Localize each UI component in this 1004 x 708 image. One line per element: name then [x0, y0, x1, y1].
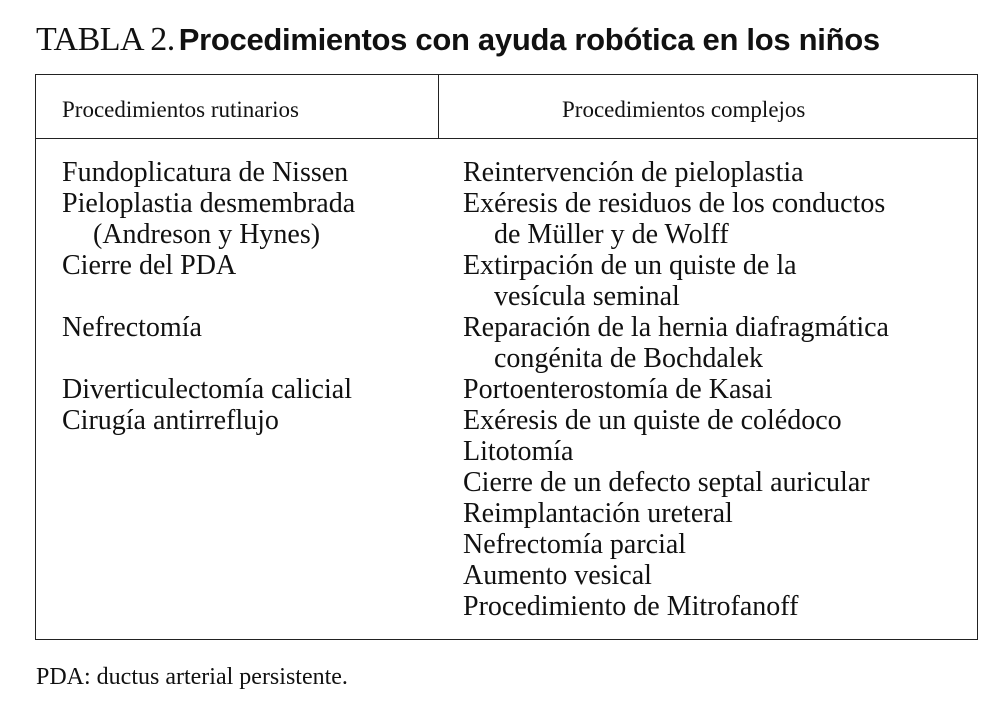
- list-spacer: [62, 281, 355, 312]
- table-number: TABLA 2.: [36, 21, 175, 58]
- list-item: Exéresis de un quiste de colédoco: [463, 405, 842, 436]
- table-caption: Procedimientos con ayuda robótica en los niños: [178, 22, 880, 57]
- list-item-continuation: (Andreson y Hynes): [93, 219, 321, 250]
- table-header-row: [36, 75, 977, 139]
- list-item: Cierre del PDA: [62, 250, 237, 281]
- list-item: Pieloplastia desmembrada: [62, 188, 356, 219]
- list-item: Diverticulectomía calicial: [62, 374, 352, 405]
- header-complex-procedures: Procedimientos complejos: [562, 97, 806, 122]
- table-footnote: PDA: ductus arterial persistente.: [36, 664, 348, 690]
- list-item: Portoenterostomía de Kasai: [463, 374, 773, 405]
- list-item: Procedimiento de Mitrofanoff: [463, 591, 799, 622]
- list-item-continuation: congénita de Bochdalek: [494, 343, 764, 374]
- procedures-table: [35, 74, 978, 640]
- list-item: Exéresis de residuos de los conductos: [463, 188, 886, 219]
- list-item: Reimplantación ureteral: [463, 498, 733, 529]
- list-spacer: [62, 343, 355, 374]
- list-item: Extirpación de un quiste de la: [463, 250, 797, 281]
- list-item: Fundoplicatura de Nissen: [62, 157, 349, 188]
- list-item: Nefrectomía: [62, 312, 202, 343]
- list-item: Cierre de un defecto septal auricular: [463, 467, 870, 498]
- list-item: Nefrectomía parcial: [463, 529, 687, 560]
- header-routine-procedures: Procedimientos rutinarios: [62, 97, 299, 122]
- complex-procedures-column: [463, 157, 889, 622]
- table-title: [36, 18, 880, 68]
- list-item-continuation: de Müller y de Wolff: [494, 219, 729, 250]
- list-item: Reintervención de pieloplastia: [463, 157, 804, 188]
- routine-procedures-column: [62, 157, 355, 436]
- list-item: Litotomía: [463, 436, 574, 467]
- list-item: Aumento vesical: [463, 560, 652, 591]
- list-item-continuation: vesícula seminal: [494, 281, 680, 312]
- list-item: Reparación de la hernia diafragmática: [463, 312, 889, 343]
- list-item: Cirugía antirreflujo: [62, 405, 279, 436]
- header-column-divider: [438, 75, 439, 138]
